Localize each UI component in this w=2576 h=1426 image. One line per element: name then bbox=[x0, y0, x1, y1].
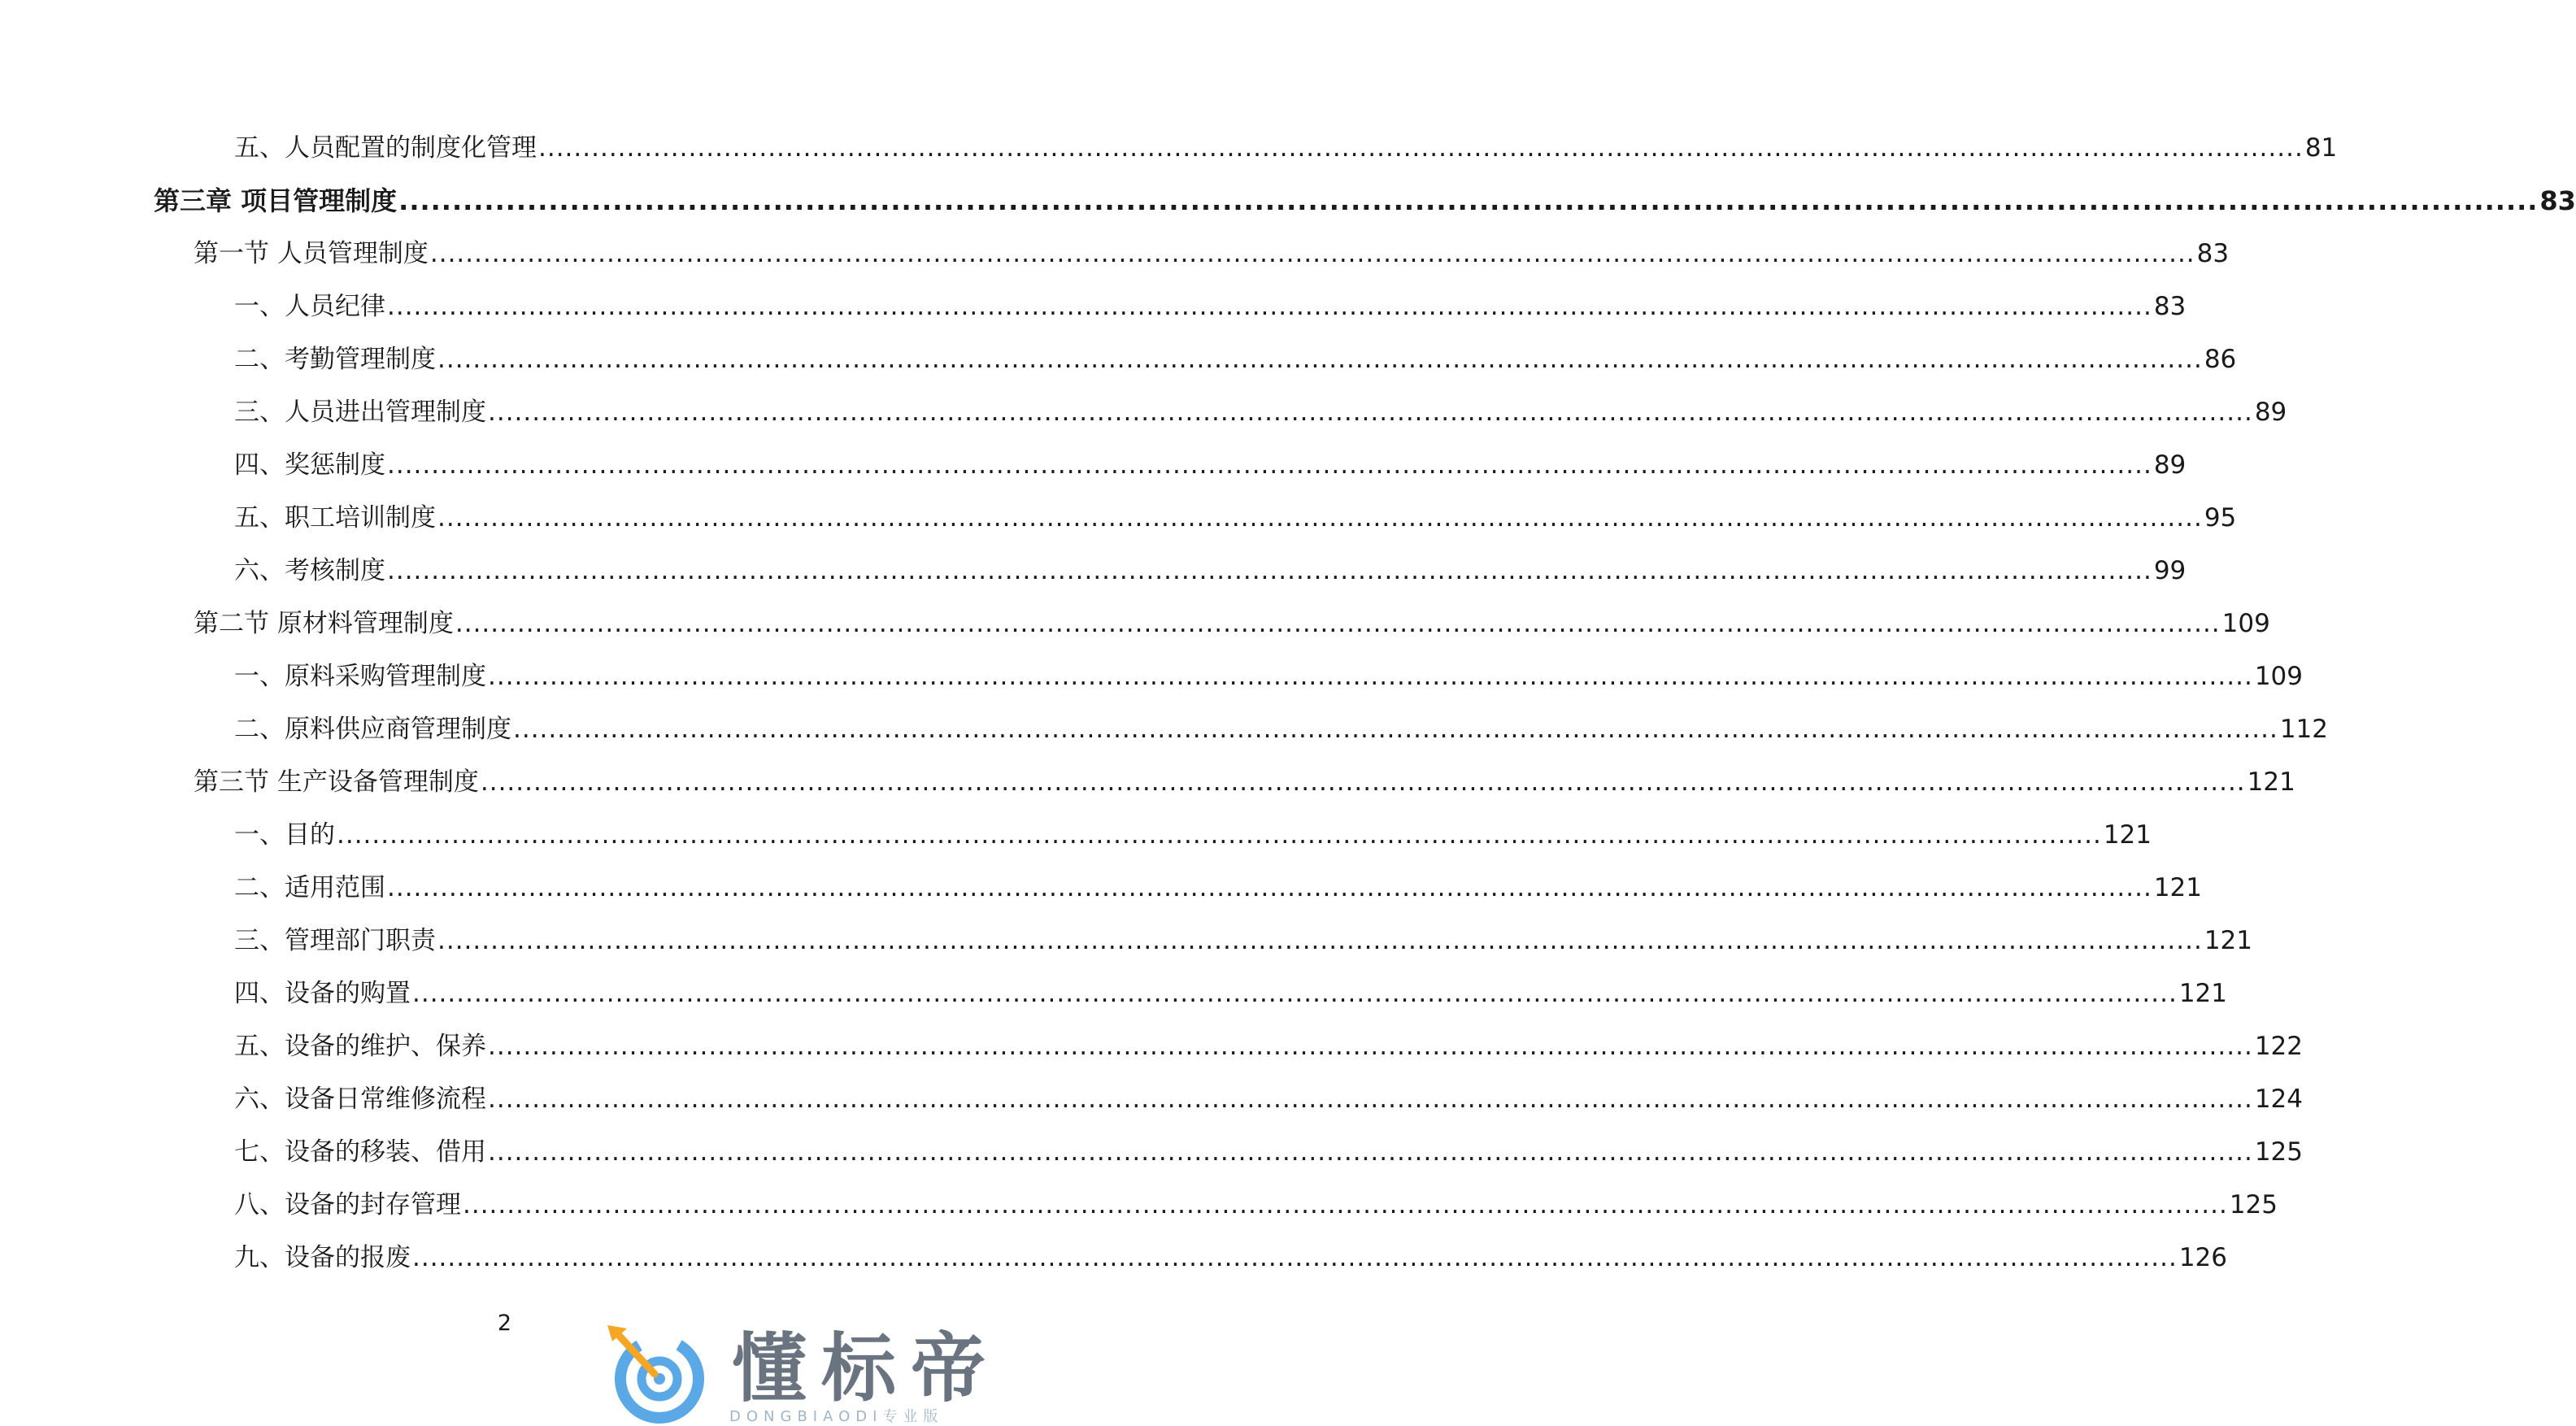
toc-leader-dots: ........................................................................................................................................................................................................ bbox=[387, 873, 2152, 902]
toc-entry-title: 六、设备日常维修流程 bbox=[234, 1085, 486, 1114]
toc-leader-dots: ........................................................................................................................................................................................................ bbox=[488, 1137, 2253, 1167]
toc-entry-page: 83 bbox=[2539, 185, 2576, 216]
toc-entry-item bbox=[234, 1028, 2303, 1064]
toc-entry-item bbox=[234, 1081, 2303, 1117]
toc-leader-dots: ........................................................................................................................................................................................................ bbox=[437, 345, 2203, 374]
toc-leader-dots: ........................................................................................................................................................................................................ bbox=[437, 503, 2203, 533]
toc-entry-title: 第一节 人员管理制度 bbox=[194, 239, 429, 268]
toc-entry-item bbox=[234, 394, 2287, 430]
toc-leader-dots: ........................................................................................................................................................................................................ bbox=[480, 767, 2246, 797]
toc-leader-dots: ........................................................................................................................................................................................................ bbox=[488, 398, 2253, 427]
toc-entry-title: 五、人员配置的制度化管理 bbox=[234, 133, 537, 163]
toc-entry-title: 三、管理部门职责 bbox=[234, 926, 436, 955]
toc-entry-item bbox=[234, 1134, 2303, 1170]
toc-entry-page: 89 bbox=[2254, 398, 2287, 427]
toc-entry-page: 81 bbox=[2304, 133, 2338, 163]
toc-entry-item bbox=[234, 923, 2252, 959]
toc-entry-page: 126 bbox=[2178, 1243, 2227, 1272]
toc-leader-dots: ........................................................................................................................................................................................................ bbox=[412, 979, 2178, 1008]
toc-entry-title: 一、人员纪律 bbox=[234, 292, 385, 321]
toc-leader-dots: ........................................................................................................................................................................................................ bbox=[387, 450, 2152, 480]
toc-entry-item bbox=[234, 130, 2338, 166]
page-number: 2 bbox=[497, 1311, 512, 1336]
toc-entry-title: 第三章 项目管理制度 bbox=[154, 185, 398, 216]
toc-entry-item bbox=[234, 289, 2187, 324]
toc-entry-page: 109 bbox=[2221, 609, 2270, 638]
toc-entry-title: 六、考核制度 bbox=[234, 556, 385, 585]
toc-entry-page: 121 bbox=[2247, 767, 2295, 797]
toc-entry-item bbox=[234, 1187, 2278, 1223]
toc-leader-dots: ........................................................................................................................................................................................................ bbox=[488, 1085, 2253, 1114]
toc-entry-page: 121 bbox=[2204, 926, 2252, 955]
toc-entry-item bbox=[234, 711, 2328, 747]
toc-entry-item bbox=[234, 553, 2187, 589]
toc-entry-page: 86 bbox=[2204, 345, 2237, 374]
toc-entry-page: 109 bbox=[2254, 662, 2303, 691]
toc-entry-section bbox=[194, 764, 2295, 800]
toc-entry-title: 五、职工培训制度 bbox=[234, 503, 436, 533]
toc-entry-page: 125 bbox=[2229, 1190, 2278, 1219]
toc-entry-chapter bbox=[154, 183, 2576, 219]
watermark-subtitle: DONGBIAODI专业版 bbox=[729, 1408, 944, 1425]
toc-entry-item bbox=[234, 659, 2303, 694]
toc-entry-title: 二、适用范围 bbox=[234, 873, 385, 902]
toc-leader-dots: ........................................................................................................................................................................................................ bbox=[429, 239, 2195, 268]
toc-leader-dots: ........................................................................................................................................................................................................ bbox=[412, 1243, 2178, 1272]
toc-entry-title: 四、奖惩制度 bbox=[234, 450, 385, 480]
toc-leader-dots: ........................................................................................................................................................................................................ bbox=[538, 133, 2304, 163]
toc-entry-page: 89 bbox=[2153, 450, 2187, 480]
toc-entry-title: 七、设备的移装、借用 bbox=[234, 1137, 486, 1167]
toc-entry-section bbox=[194, 606, 2270, 641]
toc-entry-title: 九、设备的报废 bbox=[234, 1243, 411, 1272]
toc-entry-page: 95 bbox=[2204, 503, 2237, 533]
toc-entry-title: 一、目的 bbox=[234, 820, 335, 850]
toc-entry-title: 五、设备的维护、保养 bbox=[234, 1032, 486, 1061]
toc-entry-item bbox=[234, 870, 2202, 906]
toc-entry-page: 124 bbox=[2254, 1085, 2303, 1114]
toc-entry-page: 83 bbox=[2196, 239, 2230, 268]
watermark bbox=[606, 1325, 1009, 1426]
toc-entry-page: 122 bbox=[2254, 1032, 2303, 1061]
toc-leader-dots: ........................................................................................................................................................................................................ bbox=[455, 609, 2221, 638]
toc-entry-page: 125 bbox=[2254, 1137, 2303, 1167]
toc-entry-title: 第三节 生产设备管理制度 bbox=[194, 767, 479, 797]
toc-leader-dots: ........................................................................................................................................................................................................ bbox=[437, 926, 2203, 955]
toc-leader-dots: ........................................................................................................................................................................................................ bbox=[488, 1032, 2253, 1061]
toc-leader-dots: ........................................................................................................................................................................................................ bbox=[513, 715, 2278, 744]
toc-entry-title: 一、原料采购管理制度 bbox=[234, 662, 486, 691]
toc-entry-page: 112 bbox=[2279, 715, 2328, 744]
toc-entry-item bbox=[234, 341, 2237, 377]
toc-entry-title: 二、考勤管理制度 bbox=[234, 345, 436, 374]
toc-entry-section bbox=[194, 236, 2230, 272]
toc-entry-item bbox=[234, 447, 2187, 483]
toc-leader-dots: ........................................................................................................................................................................................................ bbox=[387, 292, 2152, 321]
toc-leader-dots: ........................................................................................................................................................................................................ bbox=[387, 556, 2152, 585]
toc-entry-title: 二、原料供应商管理制度 bbox=[234, 715, 511, 744]
toc-entry-page: 99 bbox=[2153, 556, 2187, 585]
toc-entry-item bbox=[234, 976, 2227, 1011]
target-logo-icon bbox=[606, 1325, 728, 1426]
toc-leader-dots: ........................................................................................................................................................................................................ bbox=[463, 1190, 2228, 1219]
watermark-brand: 懂标帝 bbox=[732, 1325, 1001, 1412]
toc-entry-item bbox=[234, 817, 2152, 853]
toc-leader-dots: ........................................................................................................................................................................................................ bbox=[398, 185, 2539, 216]
toc-entry-page: 83 bbox=[2153, 292, 2187, 321]
toc-entry-title: 第二节 原材料管理制度 bbox=[194, 609, 454, 638]
toc-leader-dots: ........................................................................................................................................................................................................ bbox=[488, 662, 2253, 691]
toc-entry-item bbox=[234, 500, 2237, 536]
toc-entry-title: 三、人员进出管理制度 bbox=[234, 398, 486, 427]
toc-entry-title: 四、设备的购置 bbox=[234, 979, 411, 1008]
toc-leader-dots: ........................................................................................................................................................................................................ bbox=[337, 820, 2102, 850]
toc-entry-page: 121 bbox=[2153, 873, 2202, 902]
toc-entry-page: 121 bbox=[2103, 820, 2152, 850]
toc-entry-title: 八、设备的封存管理 bbox=[234, 1190, 461, 1219]
toc-entry-page: 121 bbox=[2178, 979, 2227, 1008]
toc-entry-item bbox=[234, 1240, 2227, 1276]
